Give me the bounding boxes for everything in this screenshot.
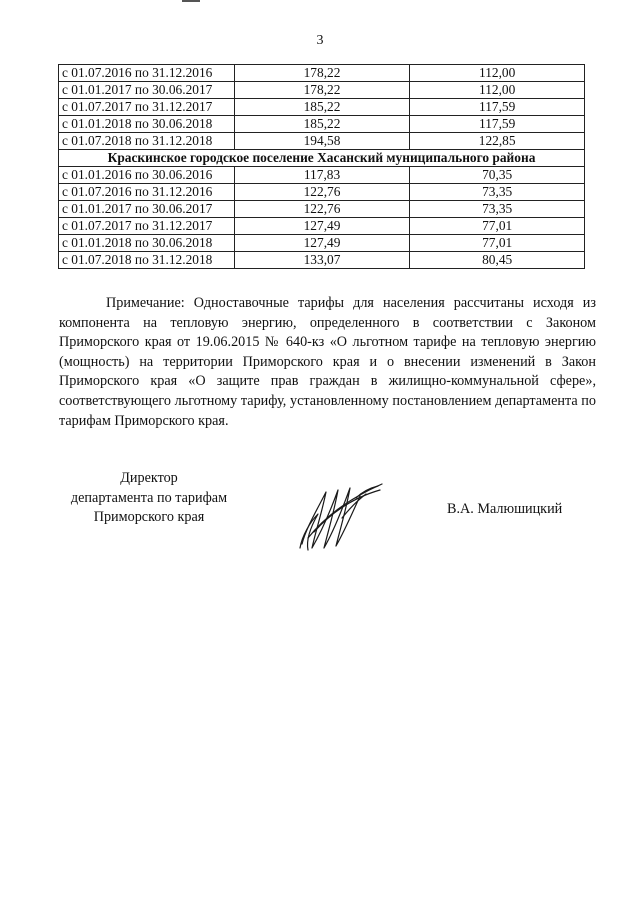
table-row xyxy=(59,133,585,150)
value-cell: 185,22 xyxy=(234,116,410,133)
value-cell: 127,49 xyxy=(234,235,410,252)
value-cell: 133,07 xyxy=(234,252,410,269)
table-row xyxy=(59,235,585,252)
table-row xyxy=(59,167,585,184)
value-cell: 80,45 xyxy=(410,252,585,269)
period-cell: с 01.07.2018 по 31.12.2018 xyxy=(59,252,235,269)
value-cell: 122,76 xyxy=(234,201,410,218)
value-cell: 122,85 xyxy=(410,133,585,150)
table-row xyxy=(59,82,585,99)
period-cell: с 01.01.2016 по 30.06.2016 xyxy=(59,167,235,184)
signatory-title-line: Директор xyxy=(120,470,178,486)
handwritten-signature xyxy=(296,478,386,554)
value-cell: 112,00 xyxy=(410,65,585,82)
value-cell: 127,49 xyxy=(234,218,410,235)
period-cell: с 01.07.2016 по 31.12.2016 xyxy=(59,65,235,82)
scan-mark xyxy=(182,0,200,2)
table-row xyxy=(59,116,585,133)
table-row xyxy=(59,252,585,269)
tariff-table xyxy=(58,64,585,269)
period-cell: с 01.01.2018 по 30.06.2018 xyxy=(59,116,235,133)
tariff-table-body xyxy=(59,65,585,269)
table-row xyxy=(59,218,585,235)
period-cell: с 01.07.2017 по 31.12.2017 xyxy=(59,99,235,116)
value-cell: 185,22 xyxy=(234,99,410,116)
period-cell: с 01.01.2017 по 30.06.2017 xyxy=(59,201,235,218)
table-row xyxy=(59,184,585,201)
value-cell: 117,83 xyxy=(234,167,410,184)
period-cell: с 01.07.2016 по 31.12.2016 xyxy=(59,184,235,201)
value-cell: 117,59 xyxy=(410,116,585,133)
table-row xyxy=(59,99,585,116)
value-cell: 73,35 xyxy=(410,184,585,201)
period-cell: с 01.01.2017 по 30.06.2017 xyxy=(59,82,235,99)
page-number: 3 xyxy=(316,33,324,48)
signatory-title xyxy=(56,469,242,528)
table-row xyxy=(59,65,585,82)
period-cell: с 01.01.2018 по 30.06.2018 xyxy=(59,235,235,252)
note-paragraph: Примечание: Одноставочные тарифы для населения рассчитаны исходя из компонента на тепловую энергию, определенного в соответствии с Законом Приморского края от 19.06.2015 № 640-кз «О льготном тарифе на тепловую энергию (мощность) на территории Приморского края и о внесении изменений в Закон Приморского края «О защите прав граждан в жилищно-коммунальной сфере», соответствующего льготному тарифу, установленному постановлением департамента по тарифам Приморского края. xyxy=(59,295,596,429)
section-title: Краскинское городское поселение Хасанский муниципального района xyxy=(59,150,585,167)
value-cell: 178,22 xyxy=(234,65,410,82)
value-cell: 77,01 xyxy=(410,218,585,235)
period-cell: с 01.07.2017 по 31.12.2017 xyxy=(59,218,235,235)
value-cell: 122,76 xyxy=(234,184,410,201)
table-row xyxy=(59,201,585,218)
value-cell: 77,01 xyxy=(410,235,585,252)
value-cell: 194,58 xyxy=(234,133,410,150)
signatory-title-line: департамента по тарифам xyxy=(70,489,228,506)
signatory-title-line: Приморского края xyxy=(93,509,205,526)
value-cell: 112,00 xyxy=(410,82,585,99)
value-cell: 73,35 xyxy=(410,201,585,218)
value-cell: 70,35 xyxy=(410,167,585,184)
value-cell: 117,59 xyxy=(410,99,585,116)
period-cell: с 01.07.2018 по 31.12.2018 xyxy=(59,133,235,150)
value-cell: 178,22 xyxy=(234,82,410,99)
table-section-row xyxy=(59,150,585,167)
signatory-name: В.А. Малюшицкий xyxy=(447,501,563,517)
